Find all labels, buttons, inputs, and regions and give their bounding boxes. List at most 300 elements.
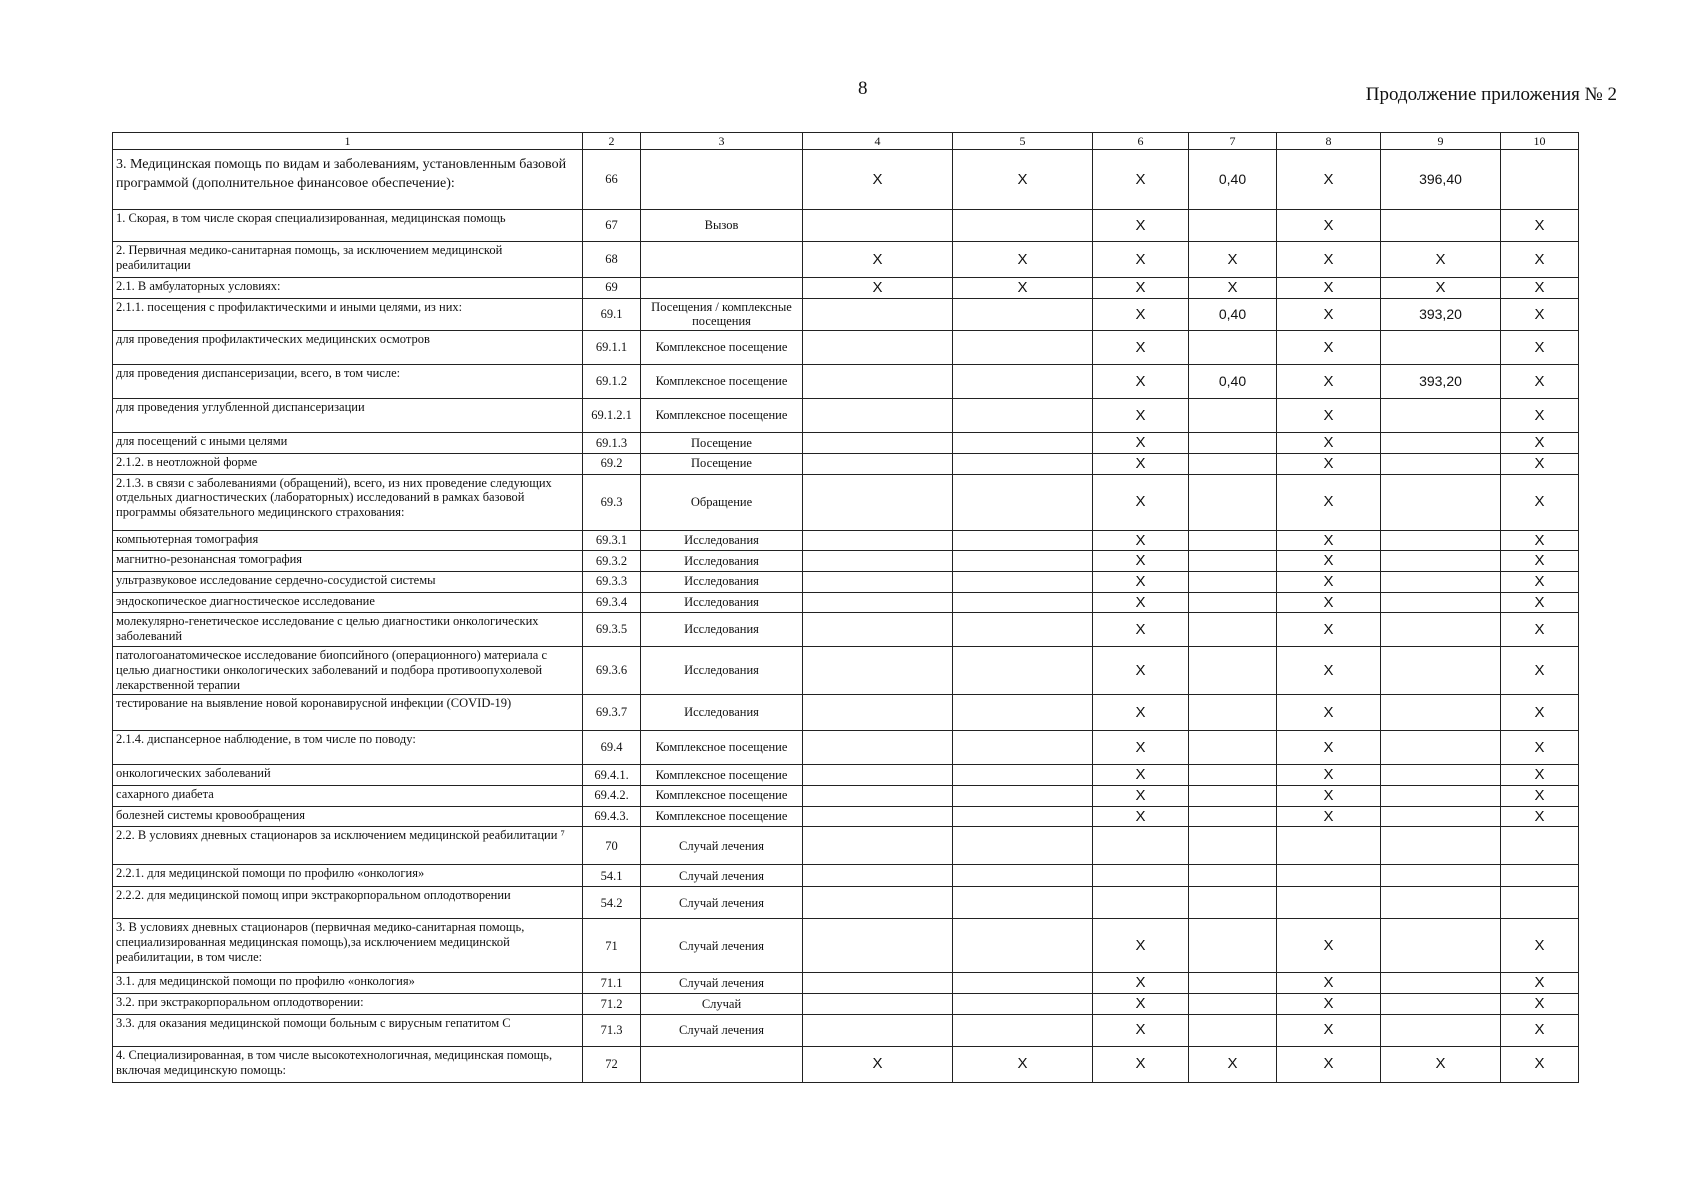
table-row xyxy=(113,647,1579,695)
cell-c10: Х xyxy=(1501,298,1579,331)
cell-c6: Х xyxy=(1093,1046,1189,1082)
cell-c7 xyxy=(1189,399,1277,433)
cell-c5 xyxy=(953,973,1093,994)
table-row xyxy=(113,695,1579,731)
row-name: 2.2.2. для медицинской помощ ипри экстракорпоральном оплодотворении xyxy=(113,887,583,919)
row-code: 69.4 xyxy=(583,731,641,765)
cell-c6: Х xyxy=(1093,298,1189,331)
row-code: 69.4.2. xyxy=(583,786,641,807)
table-row xyxy=(113,887,1579,919)
cell-c5 xyxy=(953,592,1093,613)
cell-c5 xyxy=(953,453,1093,474)
cell-c4 xyxy=(803,647,953,695)
row-unit: Случай лечения xyxy=(641,865,803,887)
cell-c5: Х xyxy=(953,242,1093,278)
row-unit: Исследования xyxy=(641,551,803,572)
cell-c4 xyxy=(803,474,953,530)
table-row xyxy=(113,530,1579,551)
cell-c5 xyxy=(953,919,1093,973)
cell-c5 xyxy=(953,613,1093,647)
cell-c7 xyxy=(1189,973,1277,994)
cell-c4 xyxy=(803,331,953,365)
row-unit: Случай xyxy=(641,994,803,1015)
row-name: 3.3. для оказания медицинской помощи больным с вирусным гепатитом С xyxy=(113,1014,583,1046)
row-name: 2. Первичная медико-санитарная помощь, за исключением медицинской реабилитации xyxy=(113,242,583,278)
row-unit: Комплексное посещение xyxy=(641,731,803,765)
cell-c7 xyxy=(1189,765,1277,786)
row-unit: Исследования xyxy=(641,530,803,551)
cell-c8: Х xyxy=(1277,474,1381,530)
cell-c6: Х xyxy=(1093,613,1189,647)
cell-c7 xyxy=(1189,530,1277,551)
cell-c6: Х xyxy=(1093,150,1189,210)
cell-c5 xyxy=(953,331,1093,365)
table-body xyxy=(113,133,1579,1083)
cell-c6 xyxy=(1093,827,1189,865)
cell-c4 xyxy=(803,551,953,572)
cell-c10 xyxy=(1501,865,1579,887)
row-name: 1. Скорая, в том числе скорая специализированная, медицинская помощь xyxy=(113,210,583,242)
cell-c10: Х xyxy=(1501,592,1579,613)
row-unit xyxy=(641,278,803,299)
cell-c8: Х xyxy=(1277,994,1381,1015)
cell-c6: Х xyxy=(1093,530,1189,551)
row-name: 2.1.2. в неотложной форме xyxy=(113,453,583,474)
row-name: эндоскопическое диагностическое исследование xyxy=(113,592,583,613)
cell-c10: Х xyxy=(1501,647,1579,695)
row-unit: Посещение xyxy=(641,433,803,454)
cell-c10: Х xyxy=(1501,613,1579,647)
cell-c10: Х xyxy=(1501,399,1579,433)
table-row xyxy=(113,919,1579,973)
row-unit: Комплексное посещение xyxy=(641,765,803,786)
row-code: 69 xyxy=(583,278,641,299)
cell-c8: Х xyxy=(1277,1046,1381,1082)
cell-c6: Х xyxy=(1093,474,1189,530)
cell-c7 xyxy=(1189,919,1277,973)
cell-c4 xyxy=(803,399,953,433)
cell-c7: Х xyxy=(1189,242,1277,278)
cell-c8: Х xyxy=(1277,365,1381,399)
cell-c5 xyxy=(953,1014,1093,1046)
cell-c9 xyxy=(1381,695,1501,731)
row-code: 69.3.4 xyxy=(583,592,641,613)
cell-c4 xyxy=(803,210,953,242)
table-row xyxy=(113,765,1579,786)
cell-c5 xyxy=(953,887,1093,919)
cell-c6 xyxy=(1093,865,1189,887)
row-unit xyxy=(641,150,803,210)
cell-c8: Х xyxy=(1277,806,1381,827)
cell-c5 xyxy=(953,695,1093,731)
row-name: 2.2. В условиях дневных стационаров за исключением медицинской реабилитации ⁷ xyxy=(113,827,583,865)
cell-c4 xyxy=(803,765,953,786)
cell-c10: Х xyxy=(1501,453,1579,474)
cell-c8: Х xyxy=(1277,571,1381,592)
row-name: ультразвуковое исследование сердечно-сосудистой системы xyxy=(113,571,583,592)
column-number: 9 xyxy=(1381,133,1501,150)
cell-c4 xyxy=(803,731,953,765)
cell-c7 xyxy=(1189,571,1277,592)
cell-c8: Х xyxy=(1277,433,1381,454)
table-row xyxy=(113,298,1579,331)
cell-c8: Х xyxy=(1277,551,1381,572)
cell-c4: Х xyxy=(803,1046,953,1082)
cell-c9 xyxy=(1381,592,1501,613)
row-name: 4. Специализированная, в том числе высокотехнологичная, медицинская помощь, включая медицинскую помощь: xyxy=(113,1046,583,1082)
row-code: 69.1.3 xyxy=(583,433,641,454)
cell-c7 xyxy=(1189,786,1277,807)
column-number-row xyxy=(113,133,1579,150)
cell-c7 xyxy=(1189,453,1277,474)
cell-c8: Х xyxy=(1277,278,1381,299)
cell-c10: Х xyxy=(1501,365,1579,399)
cell-c5 xyxy=(953,433,1093,454)
row-unit: Обращение xyxy=(641,474,803,530)
row-code: 69.3.3 xyxy=(583,571,641,592)
cell-c6: Х xyxy=(1093,695,1189,731)
cell-c8: Х xyxy=(1277,647,1381,695)
row-code: 69.3 xyxy=(583,474,641,530)
row-code: 69.1 xyxy=(583,298,641,331)
row-unit xyxy=(641,242,803,278)
cell-c4 xyxy=(803,613,953,647)
cell-c5 xyxy=(953,365,1093,399)
cell-c5 xyxy=(953,806,1093,827)
page-header: Продолжение приложения № 2 xyxy=(1365,84,1617,105)
row-name: 3. В условиях дневных стационаров (первичная медико-санитарная помощь, специализированная медицинская помощь),за исключением медицинской реабилитации, в том числе: xyxy=(113,919,583,973)
cell-c7 xyxy=(1189,592,1277,613)
row-name: 2.2.1. для медицинской помощи по профилю «онкология» xyxy=(113,865,583,887)
row-name: компьютерная томография xyxy=(113,530,583,551)
cell-c4 xyxy=(803,865,953,887)
cell-c7 xyxy=(1189,331,1277,365)
row-code: 54.1 xyxy=(583,865,641,887)
cell-c8: Х xyxy=(1277,613,1381,647)
column-number: 6 xyxy=(1093,133,1189,150)
cell-c9: Х xyxy=(1381,278,1501,299)
cell-c9: 393,20 xyxy=(1381,365,1501,399)
cell-c9 xyxy=(1381,1014,1501,1046)
cell-c10: Х xyxy=(1501,806,1579,827)
cell-c5 xyxy=(953,786,1093,807)
cell-c9 xyxy=(1381,433,1501,454)
cell-c9 xyxy=(1381,331,1501,365)
cell-c9: 396,40 xyxy=(1381,150,1501,210)
cell-c7 xyxy=(1189,474,1277,530)
data-table xyxy=(112,132,1579,1083)
column-number: 2 xyxy=(583,133,641,150)
cell-c5 xyxy=(953,210,1093,242)
cell-c5 xyxy=(953,994,1093,1015)
cell-c10: Х xyxy=(1501,530,1579,551)
cell-c7: 0,40 xyxy=(1189,150,1277,210)
cell-c10: Х xyxy=(1501,571,1579,592)
cell-c9 xyxy=(1381,919,1501,973)
row-unit: Случай лечения xyxy=(641,887,803,919)
row-code: 54.2 xyxy=(583,887,641,919)
cell-c6: Х xyxy=(1093,433,1189,454)
table-row xyxy=(113,210,1579,242)
cell-c6: Х xyxy=(1093,1014,1189,1046)
cell-c4 xyxy=(803,786,953,807)
cell-c7 xyxy=(1189,806,1277,827)
row-name: 3. Медицинская помощь по видам и заболеваниям, установленным базовой программой (дополнительное финансовое обеспечение): xyxy=(113,150,583,210)
table-row xyxy=(113,453,1579,474)
cell-c8: Х xyxy=(1277,765,1381,786)
cell-c10: Х xyxy=(1501,695,1579,731)
cell-c6: Х xyxy=(1093,210,1189,242)
row-code: 66 xyxy=(583,150,641,210)
table-row xyxy=(113,365,1579,399)
cell-c10 xyxy=(1501,887,1579,919)
row-code: 69.3.6 xyxy=(583,647,641,695)
cell-c8: Х xyxy=(1277,919,1381,973)
cell-c10: Х xyxy=(1501,242,1579,278)
row-code: 68 xyxy=(583,242,641,278)
cell-c7: Х xyxy=(1189,278,1277,299)
cell-c8: Х xyxy=(1277,592,1381,613)
cell-c6: Х xyxy=(1093,973,1189,994)
row-unit: Посещения / комплексные посещения xyxy=(641,298,803,331)
table-row xyxy=(113,994,1579,1015)
column-number: 1 xyxy=(113,133,583,150)
cell-c6: Х xyxy=(1093,647,1189,695)
row-code: 71.1 xyxy=(583,973,641,994)
cell-c9 xyxy=(1381,887,1501,919)
row-name: онкологических заболеваний xyxy=(113,765,583,786)
row-code: 71 xyxy=(583,919,641,973)
row-code: 70 xyxy=(583,827,641,865)
row-unit: Случай лечения xyxy=(641,1014,803,1046)
cell-c4 xyxy=(803,530,953,551)
row-unit xyxy=(641,1046,803,1082)
cell-c6: Х xyxy=(1093,592,1189,613)
cell-c10: Х xyxy=(1501,278,1579,299)
row-code: 69.1.2 xyxy=(583,365,641,399)
cell-c5 xyxy=(953,647,1093,695)
table-row xyxy=(113,331,1579,365)
row-unit: Посещение xyxy=(641,453,803,474)
cell-c9: 393,20 xyxy=(1381,298,1501,331)
cell-c4 xyxy=(803,919,953,973)
cell-c9 xyxy=(1381,474,1501,530)
row-unit: Комплексное посещение xyxy=(641,786,803,807)
cell-c10: Х xyxy=(1501,973,1579,994)
cell-c9 xyxy=(1381,827,1501,865)
row-code: 69.1.1 xyxy=(583,331,641,365)
cell-c8: Х xyxy=(1277,399,1381,433)
cell-c8: Х xyxy=(1277,242,1381,278)
cell-c10: Х xyxy=(1501,765,1579,786)
row-name: 3.2. при экстракорпоральном оплодотворении: xyxy=(113,994,583,1015)
row-unit: Случай лечения xyxy=(641,919,803,973)
cell-c5 xyxy=(953,474,1093,530)
cell-c6: Х xyxy=(1093,399,1189,433)
row-code: 69.3.5 xyxy=(583,613,641,647)
cell-c6: Х xyxy=(1093,994,1189,1015)
cell-c5 xyxy=(953,298,1093,331)
cell-c9: Х xyxy=(1381,242,1501,278)
cell-c9 xyxy=(1381,613,1501,647)
cell-c10: Х xyxy=(1501,919,1579,973)
cell-c4 xyxy=(803,433,953,454)
cell-c5 xyxy=(953,827,1093,865)
cell-c4 xyxy=(803,571,953,592)
cell-c10: Х xyxy=(1501,474,1579,530)
table-row xyxy=(113,973,1579,994)
cell-c5 xyxy=(953,765,1093,786)
row-name: тестирование на выявление новой коронавирусной инфекции (COVID-19) xyxy=(113,695,583,731)
cell-c6 xyxy=(1093,887,1189,919)
cell-c5 xyxy=(953,571,1093,592)
cell-c6: Х xyxy=(1093,571,1189,592)
table-row xyxy=(113,786,1579,807)
cell-c8: Х xyxy=(1277,530,1381,551)
row-code: 69.1.2.1 xyxy=(583,399,641,433)
table-row xyxy=(113,150,1579,210)
row-code: 71.3 xyxy=(583,1014,641,1046)
column-number: 8 xyxy=(1277,133,1381,150)
cell-c9: Х xyxy=(1381,1046,1501,1082)
cell-c4 xyxy=(803,827,953,865)
page-number: 8 xyxy=(858,78,868,99)
cell-c8: Х xyxy=(1277,731,1381,765)
row-name: для посещений с иными целями xyxy=(113,433,583,454)
cell-c8: Х xyxy=(1277,298,1381,331)
cell-c10 xyxy=(1501,150,1579,210)
cell-c7 xyxy=(1189,1014,1277,1046)
cell-c6: Х xyxy=(1093,453,1189,474)
row-name: патологоанатомическое исследование биопсийного (операционного) материала с целью диагностики онкологических заболеваний и подбора противоопухолевой лекарственной терапии xyxy=(113,647,583,695)
cell-c8: Х xyxy=(1277,786,1381,807)
table-row xyxy=(113,242,1579,278)
row-name: 2.1. В амбулаторных условиях: xyxy=(113,278,583,299)
column-number: 4 xyxy=(803,133,953,150)
row-code: 71.2 xyxy=(583,994,641,1015)
cell-c4 xyxy=(803,806,953,827)
cell-c4 xyxy=(803,592,953,613)
cell-c7 xyxy=(1189,865,1277,887)
cell-c9 xyxy=(1381,530,1501,551)
cell-c8: Х xyxy=(1277,1014,1381,1046)
cell-c8: Х xyxy=(1277,150,1381,210)
cell-c10: Х xyxy=(1501,994,1579,1015)
cell-c4: Х xyxy=(803,242,953,278)
cell-c7 xyxy=(1189,827,1277,865)
cell-c7 xyxy=(1189,994,1277,1015)
cell-c4 xyxy=(803,298,953,331)
cell-c4 xyxy=(803,453,953,474)
cell-c5 xyxy=(953,399,1093,433)
row-unit: Комплексное посещение xyxy=(641,399,803,433)
cell-c5 xyxy=(953,731,1093,765)
cell-c9 xyxy=(1381,806,1501,827)
row-name: сахарного диабета xyxy=(113,786,583,807)
row-unit: Комплексное посещение xyxy=(641,331,803,365)
column-number: 5 xyxy=(953,133,1093,150)
table-row xyxy=(113,433,1579,454)
cell-c4 xyxy=(803,887,953,919)
cell-c9 xyxy=(1381,399,1501,433)
cell-c9 xyxy=(1381,647,1501,695)
cell-c9 xyxy=(1381,210,1501,242)
row-name: 2.1.4. диспансерное наблюдение, в том числе по поводу: xyxy=(113,731,583,765)
cell-c8: Х xyxy=(1277,453,1381,474)
cell-c5 xyxy=(953,530,1093,551)
cell-c9 xyxy=(1381,571,1501,592)
cell-c8: Х xyxy=(1277,695,1381,731)
column-number: 3 xyxy=(641,133,803,150)
cell-c5: Х xyxy=(953,1046,1093,1082)
table-row xyxy=(113,731,1579,765)
cell-c7 xyxy=(1189,731,1277,765)
row-unit: Вызов xyxy=(641,210,803,242)
cell-c10: Х xyxy=(1501,331,1579,365)
row-unit: Исследования xyxy=(641,647,803,695)
cell-c5 xyxy=(953,551,1093,572)
row-code: 69.3.7 xyxy=(583,695,641,731)
row-code: 69.4.3. xyxy=(583,806,641,827)
row-name: болезней системы кровообращения xyxy=(113,806,583,827)
row-name: для проведения профилактических медицинских осмотров xyxy=(113,331,583,365)
cell-c6: Х xyxy=(1093,806,1189,827)
row-name: 3.1. для медицинской помощи по профилю «онкология» xyxy=(113,973,583,994)
cell-c5: Х xyxy=(953,278,1093,299)
row-name: магнитно-резонансная томография xyxy=(113,551,583,572)
cell-c7 xyxy=(1189,887,1277,919)
cell-c7 xyxy=(1189,551,1277,572)
row-unit: Исследования xyxy=(641,571,803,592)
table-row xyxy=(113,865,1579,887)
row-code: 67 xyxy=(583,210,641,242)
cell-c4: Х xyxy=(803,278,953,299)
cell-c9 xyxy=(1381,865,1501,887)
cell-c4 xyxy=(803,365,953,399)
cell-c8: Х xyxy=(1277,210,1381,242)
cell-c5 xyxy=(953,865,1093,887)
cell-c6: Х xyxy=(1093,365,1189,399)
cell-c9 xyxy=(1381,731,1501,765)
table-row xyxy=(113,1046,1579,1082)
cell-c6: Х xyxy=(1093,242,1189,278)
cell-c8 xyxy=(1277,865,1381,887)
row-code: 69.3.1 xyxy=(583,530,641,551)
table-row xyxy=(113,806,1579,827)
row-name: 2.1.1. посещения с профилактическими и иными целями, из них: xyxy=(113,298,583,331)
cell-c6: Х xyxy=(1093,731,1189,765)
table-row xyxy=(113,278,1579,299)
row-name: для проведения диспансеризации, всего, в том числе: xyxy=(113,365,583,399)
cell-c4: Х xyxy=(803,150,953,210)
column-number: 10 xyxy=(1501,133,1579,150)
row-code: 69.2 xyxy=(583,453,641,474)
cell-c5: Х xyxy=(953,150,1093,210)
cell-c7: 0,40 xyxy=(1189,365,1277,399)
table-row xyxy=(113,827,1579,865)
row-unit: Случай лечения xyxy=(641,973,803,994)
cell-c9 xyxy=(1381,551,1501,572)
cell-c10: Х xyxy=(1501,786,1579,807)
cell-c8: Х xyxy=(1277,331,1381,365)
cell-c10: Х xyxy=(1501,433,1579,454)
cell-c7 xyxy=(1189,647,1277,695)
row-code: 69.4.1. xyxy=(583,765,641,786)
row-name: 2.1.3. в связи с заболеваниями (обращений), всего, из них проведение следующих отдельных диагностических (лабораторных) исследований в рамках базовой программы обязательного медицинского страхования: xyxy=(113,474,583,530)
cell-c10: Х xyxy=(1501,1014,1579,1046)
table-row xyxy=(113,1014,1579,1046)
cell-c4 xyxy=(803,973,953,994)
